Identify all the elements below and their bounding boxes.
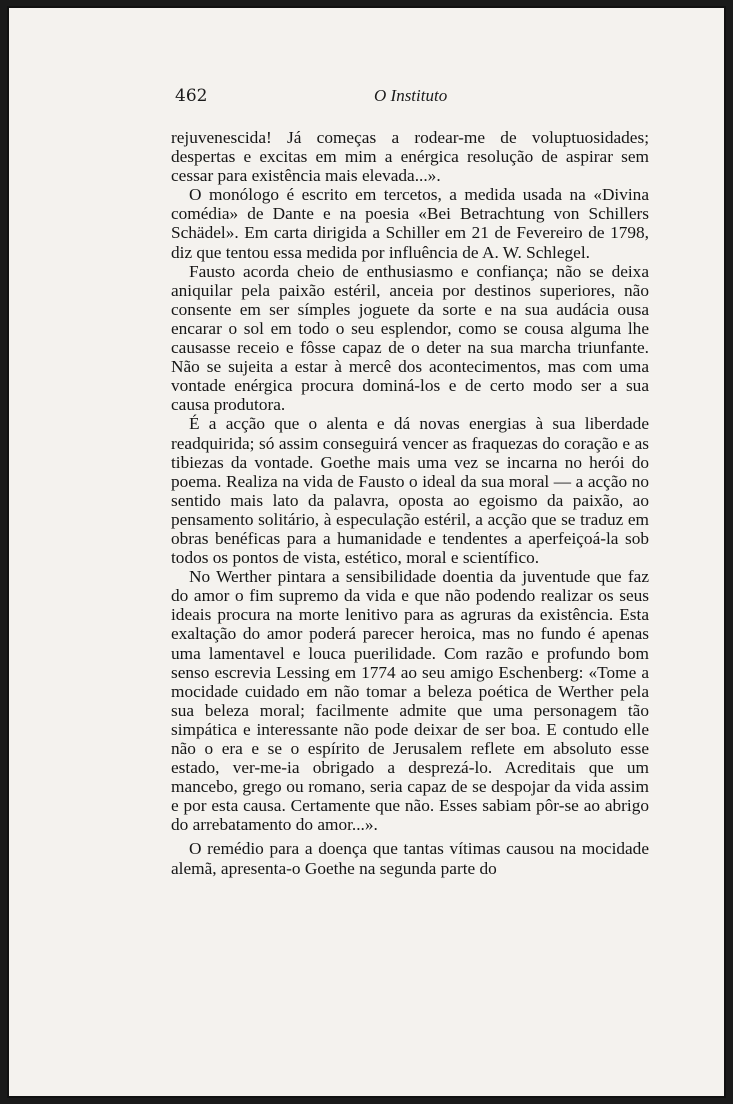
paragraph-3: Fausto acorda cheio de enthusiasmo e confiança; não se deixa aniquilar pela paixão estéril, anceia por destinos superiores, não consente em ser símples joguete da sorte e na sua audácia ousa encarar o sol em todo o seu esplendor, como se cousa alguma lhe causasse receio e fôsse capaz de o deter na sua marcha triunfante. Não se sujeita a estar à mercê dos acontecimentos, mas com uma vontade enérgica procura dominá-los e de certo modo ser a sua causa produtora. bbox=[171, 261, 649, 415]
paragraph-5: No Werther pintara a sensibilidade doentia da juventude que faz do amor o fim supremo da vida e que não podendo realizar os seus ideais procura na morte lenitivo para as agruras da existência. Esta exaltação do amor poderá parecer heroica, mas no fundo é apenas uma lamentavel e louca puerilidade. Com razão e profundo bom senso escrevia Lessing em 1774 ao seu amigo Eschenberg: «Tome a mocidade cuidado em não tomar a beleza poética de Werther pela sua beleza moral; facilmente admite que uma personagem tão simpática e interessante não pode deixar de ser boa. E contudo elle não o era e se o espírito de Jerusalem reflete em absoluto esse estado, ver-me-ia obrigado a desprezá-lo. Acreditais que um mancebo, grego ou romano, seria capaz de se despojar da vida assim e por esta causa. Certamente que não. Esses sabiam pôr-se ao abrigo do arrebatamento do amor...». bbox=[171, 567, 649, 835]
paragraph-4: É a acção que o alenta e dá novas energias à sua liberdade readquirida; só assim conseguirá vencer as fraquezas do coração e as tibiezas da vontade. Goethe mais uma vez se incarna no herói do poema. Realiza na vida de Fausto o ideal da sua moral — a acção no sentido mais lato da palavra, oposta ao egoismo da paixão, ao pensamento solitário, à especulação estéril, a acção que se traduz em obras benéficas para a humanidade e tendentes a aperfeiçoá-la sob todos os pontos de vista, estético, moral e scientífico. bbox=[171, 414, 649, 568]
page-header bbox=[169, 86, 649, 110]
page-number: 462 bbox=[175, 86, 208, 106]
body-text bbox=[171, 128, 649, 878]
paragraph-6: O remédio para a doença que tantas vítimas causou na mocidade alemã, apresenta-o Goethe na segunda parte do bbox=[171, 839, 649, 878]
book-page bbox=[7, 6, 726, 1098]
paragraph-1: rejuvenescida! Já começas a rodear-me de voluptuosidades; despertas e excitas em mim a enérgica resolução de aspirar sem cessar para existência mais elevada...». bbox=[171, 128, 649, 186]
running-title: O Instituto bbox=[374, 86, 448, 105]
paragraph-2: O monólogo é escrito em tercetos, a medida usada na «Divina comédia» de Dante e na poesia «Bei Betrachtung von Schillers Schädel». Em carta dirigida a Schiller em 21 de Fevereiro de 1798, diz que tentou essa medida por influência de A. W. Schlegel. bbox=[171, 185, 649, 262]
